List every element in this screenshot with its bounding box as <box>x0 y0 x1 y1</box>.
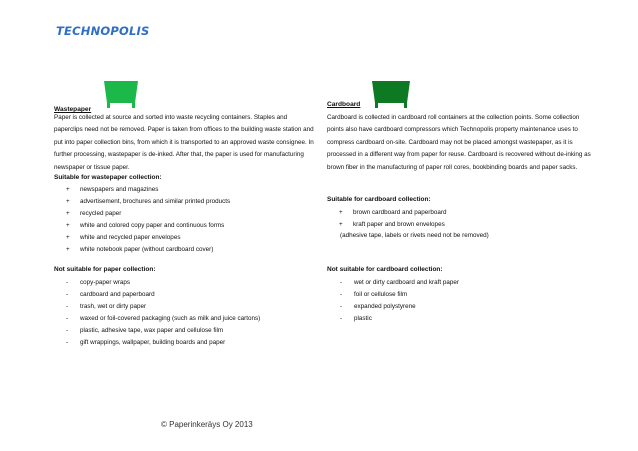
list-item <box>66 232 230 244</box>
list-item <box>66 184 230 196</box>
plus-bullet: + <box>66 234 70 242</box>
list-item-text: newspapers and magazines <box>80 186 159 193</box>
list-item <box>340 277 459 289</box>
wastepaper-not-suitable-list <box>66 277 260 350</box>
list-item <box>340 301 459 313</box>
cardboard-not-suitable-list <box>340 277 459 325</box>
list-item-text: plastic, adhesive tape, wax paper and cellulose film <box>80 327 224 335</box>
list-item-text: brown cardboard and paperboard <box>353 209 447 216</box>
list-item <box>66 301 260 313</box>
list-item-text: copy-paper wraps <box>80 279 131 286</box>
list-item <box>339 207 446 219</box>
dash-bullet: - <box>66 279 69 286</box>
list-item <box>66 289 260 301</box>
dash-bullet: - <box>66 303 69 311</box>
cardboard-suitable-note: (adhesive tape, labels or rivets need not be removed) <box>340 232 489 239</box>
dash-bullet: - <box>340 291 343 299</box>
list-item-text: waxed or foil-covered packaging (such as milk and juice cartons) <box>80 315 261 323</box>
list-item-text: gift wrappings, wallpaper, building boards and paper <box>80 339 226 347</box>
dash-bullet: - <box>340 279 343 286</box>
plus-bullet: + <box>66 246 70 254</box>
list-item <box>66 208 230 220</box>
list-item-text: plastic <box>354 315 372 323</box>
paper-bin-icon <box>103 80 139 109</box>
plus-bullet: + <box>339 221 343 229</box>
technopolis-logo: TECHNOPOLIS <box>56 24 150 38</box>
list-item <box>339 219 446 231</box>
list-item <box>66 220 230 232</box>
list-item <box>66 244 230 256</box>
list-item <box>66 196 230 208</box>
list-item <box>66 277 260 289</box>
dash-bullet: - <box>340 303 343 311</box>
plus-bullet: + <box>66 198 70 206</box>
list-item <box>66 325 260 337</box>
dash-bullet: - <box>66 339 69 347</box>
dash-bullet: - <box>66 315 69 323</box>
plus-bullet: + <box>66 222 70 230</box>
list-item-text: wet or dirty cardboard and kraft paper <box>354 279 460 286</box>
cardboard-not-suitable-heading: Not suitable for cardboard collection: <box>327 266 443 273</box>
cardboard-paragraph: Cardboard is collected in cardboard roll containers at the collection points. Some collection points also have cardboard compressors which Technopolis property maintenance uses to compress cardboard on-site. Cardboard may not be placed amongst wastepaper, as it is processed in a different way from paper for reuse. Cardboard is recovered without de-inking as brown fiber in the manufacturing of paper roll cores, bookbinding boards and paper sacks. <box>327 114 591 171</box>
list-item-text: white notebook paper (without cardboard cover) <box>80 246 214 254</box>
plus-bullet: + <box>339 209 343 216</box>
dash-bullet: - <box>340 315 343 323</box>
plus-bullet: + <box>66 210 70 218</box>
list-item-text: foil or cellulose film <box>354 291 408 299</box>
plus-bullet: + <box>66 186 70 193</box>
list-item-text: advertisement, brochures and similar printed products <box>80 198 231 206</box>
wastepaper-heading: Wastepaper <box>54 106 92 113</box>
list-item <box>340 313 459 325</box>
cardboard-bin-icon <box>371 80 411 109</box>
list-item-text: trash, wet or dirty paper <box>80 303 147 311</box>
list-item-text: kraft paper and brown envelopes <box>353 221 445 229</box>
list-item-text: cardboard and paperboard <box>80 291 155 299</box>
list-item <box>340 289 459 301</box>
dash-bullet: - <box>66 327 69 335</box>
list-item-text: white and recycled paper envelopes <box>80 234 181 242</box>
wastepaper-paragraph: Paper is collected at source and sorted into waste recycling containers. Staples and paperclips need not be removed. Paper is taken from offices to the building waste station and put into paper collection bins, from which it is transported to an approved waste consignee. In further processing, wastepaper is de-inked. After that, the paper is used for manufacturing newspaper or tissue paper. <box>54 114 314 171</box>
wastepaper-suitable-heading: Suitable for wastepaper collection: <box>54 174 162 181</box>
cardboard-heading: Cardboard <box>327 101 361 108</box>
copyright-footer: © Paperinkeräys Oy 2013 <box>161 420 253 429</box>
list-item-text: recycled paper <box>80 210 122 218</box>
list-item-text: white and colored copy paper and continuous forms <box>80 222 225 230</box>
wastepaper-suitable-list <box>66 184 230 257</box>
cardboard-suitable-heading: Suitable for cardboard collection: <box>327 196 431 203</box>
dash-bullet: - <box>66 291 69 299</box>
list-item <box>66 337 260 349</box>
cardboard-suitable-list <box>339 207 446 231</box>
list-item-text: expanded polystyrene <box>354 303 416 311</box>
list-item <box>66 313 260 325</box>
wastepaper-not-suitable-heading: Not suitable for paper collection: <box>54 266 156 273</box>
